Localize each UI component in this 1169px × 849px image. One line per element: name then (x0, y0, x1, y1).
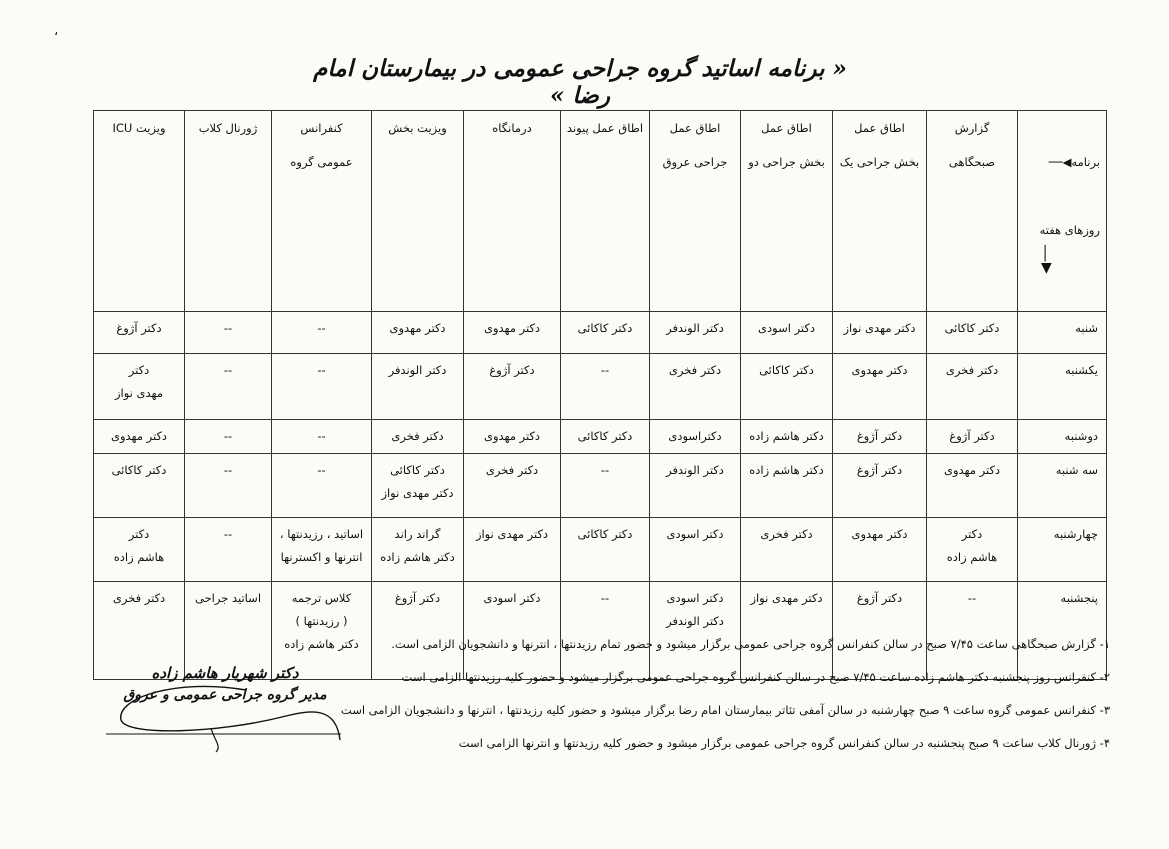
table-row (94, 454, 1107, 518)
schedule-cell: دکتر کاکائی (561, 312, 650, 354)
header-row (94, 111, 1107, 312)
column-header: اطاق عمل بخش جراحی دو (741, 111, 833, 312)
schedule-cell: دکتر هاشم زاده (927, 518, 1018, 582)
column-header: ویزیت ICU (94, 111, 185, 312)
schedule-cell: دکتر آژوغ (833, 454, 927, 518)
schedule-table (93, 110, 1107, 680)
schedule-cell: دکتراسودی (650, 420, 741, 454)
page-mark: ، (54, 24, 59, 39)
note-3: ۳- کنفرانس عمومی گروه ساعت ۹ صبح چهارشنبه در سالن آمفی تئاتر بیمارستان امام رضا برگزار میشود و حضور کلیه رزیدنتها ، انترنها و دانشجویان الزامی است (340, 703, 1110, 717)
schedule-cell: -- (272, 420, 372, 454)
schedule-cell: -- (561, 354, 650, 420)
schedule-cell: -- (185, 518, 272, 582)
column-header: درمانگاه (464, 111, 561, 312)
table-row (94, 312, 1107, 354)
schedule-cell: دکتر مهدی نواز (464, 518, 561, 582)
schedule-cell: دکتر الوندفر (650, 312, 741, 354)
schedule-cell: -- (272, 454, 372, 518)
schedule-cell: دکتر آژوغ (833, 420, 927, 454)
schedule-cell: دکتر فخری (741, 518, 833, 582)
schedule-cell: دکتر هاشم زاده (741, 420, 833, 454)
column-header: ویزیت بخش (372, 111, 464, 312)
schedule-cell: دکتر آژوغ (464, 354, 561, 420)
day-cell: چهارشنبه (1018, 518, 1107, 582)
arrow-down-icon: │ ▼ (1041, 246, 1052, 276)
schedule-cell: دکتر مهدوی (833, 354, 927, 420)
schedule-cell: دکتر فخری (927, 354, 1018, 420)
column-header: اطاق عمل پیوند (561, 111, 650, 312)
schedule-body (94, 111, 1107, 680)
schedule-cell: -- (561, 454, 650, 518)
arrow-left-icon: ◀── (1048, 155, 1072, 169)
schedule-cell: دکتر مهدوی (464, 312, 561, 354)
day-cell: دوشنبه (1018, 420, 1107, 454)
corner-days-label: روزهای هفته (1039, 223, 1100, 237)
schedule-cell: دکتر مهدوی (833, 518, 927, 582)
day-cell: سه شنبه (1018, 454, 1107, 518)
column-header: گزارش صبحگاهی (927, 111, 1018, 312)
signature-role: مدیر گروه جراحی عمومی و عروق (123, 687, 327, 703)
column-header: کنفرانس عمومی گروه (272, 111, 372, 312)
corner-cell (1018, 111, 1107, 312)
schedule-cell: دکتر کاکائی (561, 420, 650, 454)
schedule-cell: -- (185, 454, 272, 518)
schedule-cell: دکتر مهدوی (464, 420, 561, 454)
note-2: ۲- کنفرانس روز پنجشنبه دکتر هاشم زاده ساعت ۷/۴۵ صبح در سالن کنفرانس گروه جراحی عمومی برگزار میشود و حضور کلیه رزیدنتها الزامی است (401, 670, 1110, 684)
schedule-cell: دکتر مهدوی (94, 420, 185, 454)
column-header: اطاق عمل جراحی عروق (650, 111, 741, 312)
schedule-cell: دکتر آژوغ (372, 582, 464, 680)
table-row (94, 518, 1107, 582)
schedule-cell: دکتر فخری (650, 354, 741, 420)
schedule-cell: -- (272, 312, 372, 354)
schedule-cell: دکتر مهدی نواز (741, 582, 833, 680)
schedule-cell: -- (927, 582, 1018, 680)
day-cell: یکشنبه (1018, 354, 1107, 420)
schedule-cell: دکتر فخری (94, 582, 185, 680)
schedule-cell: دکتر هاشم زاده (94, 518, 185, 582)
schedule-cell: دکتر فخری (372, 420, 464, 454)
schedule-cell: دکتر الوندفر (650, 454, 741, 518)
schedule-cell: -- (272, 354, 372, 420)
schedule-cell: دکتر کاکائی (927, 312, 1018, 354)
notes (340, 628, 1110, 760)
schedule-cell: دکتر آژوغ (927, 420, 1018, 454)
schedule-cell: دکتر مهدی نواز (94, 354, 185, 420)
schedule-cell: اساتید ، رزیدنتها ، انترنها و اکسترنها (272, 518, 372, 582)
note-4: ۴- ژورنال کلاب ساعت ۹ صبح پنجشنبه در سالن کنفرانس گروه جراحی عمومی برگزار میشود و حضور کلیه رزیدنتها و انترنها الزامی است (458, 736, 1110, 750)
table-row (94, 420, 1107, 454)
signature-block (110, 662, 340, 706)
schedule-cell: دکتر اسودی (464, 582, 561, 680)
schedule-cell: دکتر کاکائی (94, 454, 185, 518)
schedule-cell: دکتر مهدوی (372, 312, 464, 354)
signature-name: دکتر شهریار هاشم زاده (151, 664, 299, 682)
schedule-cell: گراند راند دکتر هاشم زاده (372, 518, 464, 582)
corner-program-label: برنامه (1071, 155, 1100, 169)
schedule-cell: دکتر مهدوی (927, 454, 1018, 518)
table-row (94, 354, 1107, 420)
schedule-cell: -- (185, 354, 272, 420)
schedule-cell: دکتر مهدی نواز (833, 312, 927, 354)
day-cell: شنبه (1018, 312, 1107, 354)
schedule-cell: دکتر کاکائی دکتر مهدی نواز (372, 454, 464, 518)
schedule-cell: دکتر کاکائی (741, 354, 833, 420)
schedule-cell: دکتر آژوغ (833, 582, 927, 680)
schedule-cell: -- (185, 312, 272, 354)
schedule-cell: -- (561, 582, 650, 680)
schedule-cell: دکتر کاکائی (561, 518, 650, 582)
schedule-cell: اساتید جراحی (185, 582, 272, 680)
schedule-cell: دکتر آژوغ (94, 312, 185, 354)
schedule-cell: دکتر فخری (464, 454, 561, 518)
schedule-cell: دکتر اسودی دکتر الوندفر (650, 582, 741, 680)
schedule-cell: -- (185, 420, 272, 454)
schedule-cell: دکتر الوندفر (372, 354, 464, 420)
schedule-cell: دکتر اسودی (650, 518, 741, 582)
schedule-cell: دکتر هاشم زاده (741, 454, 833, 518)
column-header: اطاق عمل بخش جراحی یک (833, 111, 927, 312)
schedule-cell: دکتر اسودی (741, 312, 833, 354)
page-title: « برنامه اساتید گروه جراحی عمومی در بیمارستان امام رضا » (313, 55, 847, 109)
schedule-cell: کلاس ترجمه ( رزیدنتها ) دکتر هاشم زاده (272, 582, 372, 680)
day-cell: پنجشنبه (1018, 582, 1107, 680)
note-1: ۱- گزارش صبحگاهی ساعت ۷/۴۵ صبح در سالن کنفرانس گروه جراحی عمومی برگزار میشود و حضور تمام رزیدنتها ، انترنها و دانشجویان الزامی است. (391, 637, 1110, 651)
column-header: ژورنال کلاب (185, 111, 272, 312)
